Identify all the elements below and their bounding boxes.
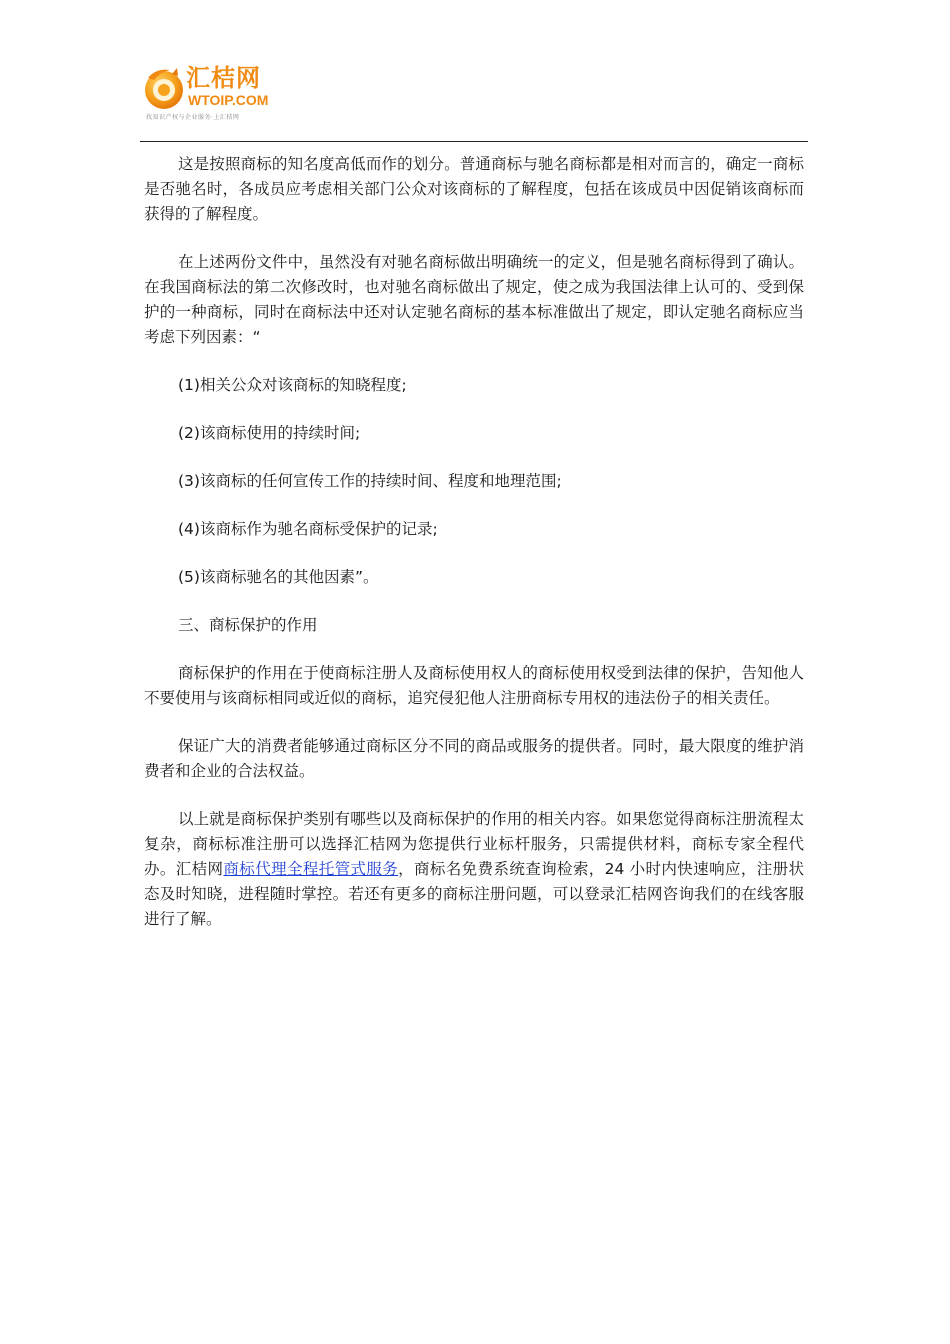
paragraph-trademark-law: 在上述两份文件中，虽然没有对驰名商标做出明确统一的定义，但是驰名商标得到了确认。在我国商标法的第二次修改时，也对驰名商标做出了规定，使之成为我国法律上认可的、受到保护的一种商标，同时在商标法中还对认定驰名商标的基本标准做出了规定，即认定驰名商标应当考虑下列因素：“: [144, 253, 804, 346]
list-item-factor-4: (4)该商标作为驰名商标受保护的记录;: [178, 520, 438, 538]
paragraph-consumer-rights: 保证广大的消费者能够通过商标区分不同的商品或服务的提供者。同时，最大限度的维护消费者和企业的合法权益。: [144, 737, 804, 780]
paragraph-conclusion: [144, 807, 804, 932]
conclusion-text-before-link: 以上就是商标保护类别有哪些以及商标保护的作用的相关内容。如果您觉得商标注册流程太复杂，商标标准注册可以选择汇桔网为您提供行业标杆服务，只需提供材料，商标专家全程代办。汇桔网: [144, 810, 804, 878]
list-item-factor-3: (3)该商标的任何宣传工作的持续时间、程度和地理范围;: [178, 472, 562, 490]
list-item-factor-1: (1)相关公众对该商标的知晓程度;: [178, 376, 407, 394]
logo-chinese-name: 汇桔网: [186, 64, 261, 92]
logo-tagline: 找知识产权与企业服务·上汇桔网: [146, 114, 240, 121]
paragraph-famous-trademark-definition: 这是按照商标的知名度高低而作的划分。普通商标与驰名商标都是相对而言的，确定一商标是否驰名时，各成员应考虑相关部门公众对该商标的了解程度，包括在该成员中因促销该商标而获得的了解程度。: [144, 155, 804, 223]
conclusion-text-after-link: ，商标名免费系统查询检索，24 小时内快速响应，注册状态及时知晓，进程随时掌控。若还有更多的商标注册问题，可以登录汇桔网咨询我们的在线客服进行了解。: [144, 860, 804, 928]
wtoip-logo[interactable]: [140, 62, 300, 126]
article-body: [144, 152, 804, 955]
section-heading-protection-role: 三、商标保护的作用: [178, 616, 318, 634]
paragraph-protection-role: 商标保护的作用在于使商标注册人及商标使用权人的商标使用权受到法律的保护，告知他人不要使用与该商标相同或近似的商标，追究侵犯他人注册商标专用权的违法份子的相关责任。: [144, 664, 804, 707]
orange-sun-emblem-icon: [142, 66, 188, 112]
trademark-agency-service-link[interactable]: 商标代理全程托管式服务: [223, 860, 399, 878]
page-header: [140, 62, 808, 142]
list-item-factor-2: (2)该商标使用的持续时间;: [178, 424, 361, 442]
logo-english-name: WTOIP.COM: [188, 92, 269, 108]
list-item-factor-5: (5)该商标驰名的其他因素”。: [178, 568, 379, 586]
